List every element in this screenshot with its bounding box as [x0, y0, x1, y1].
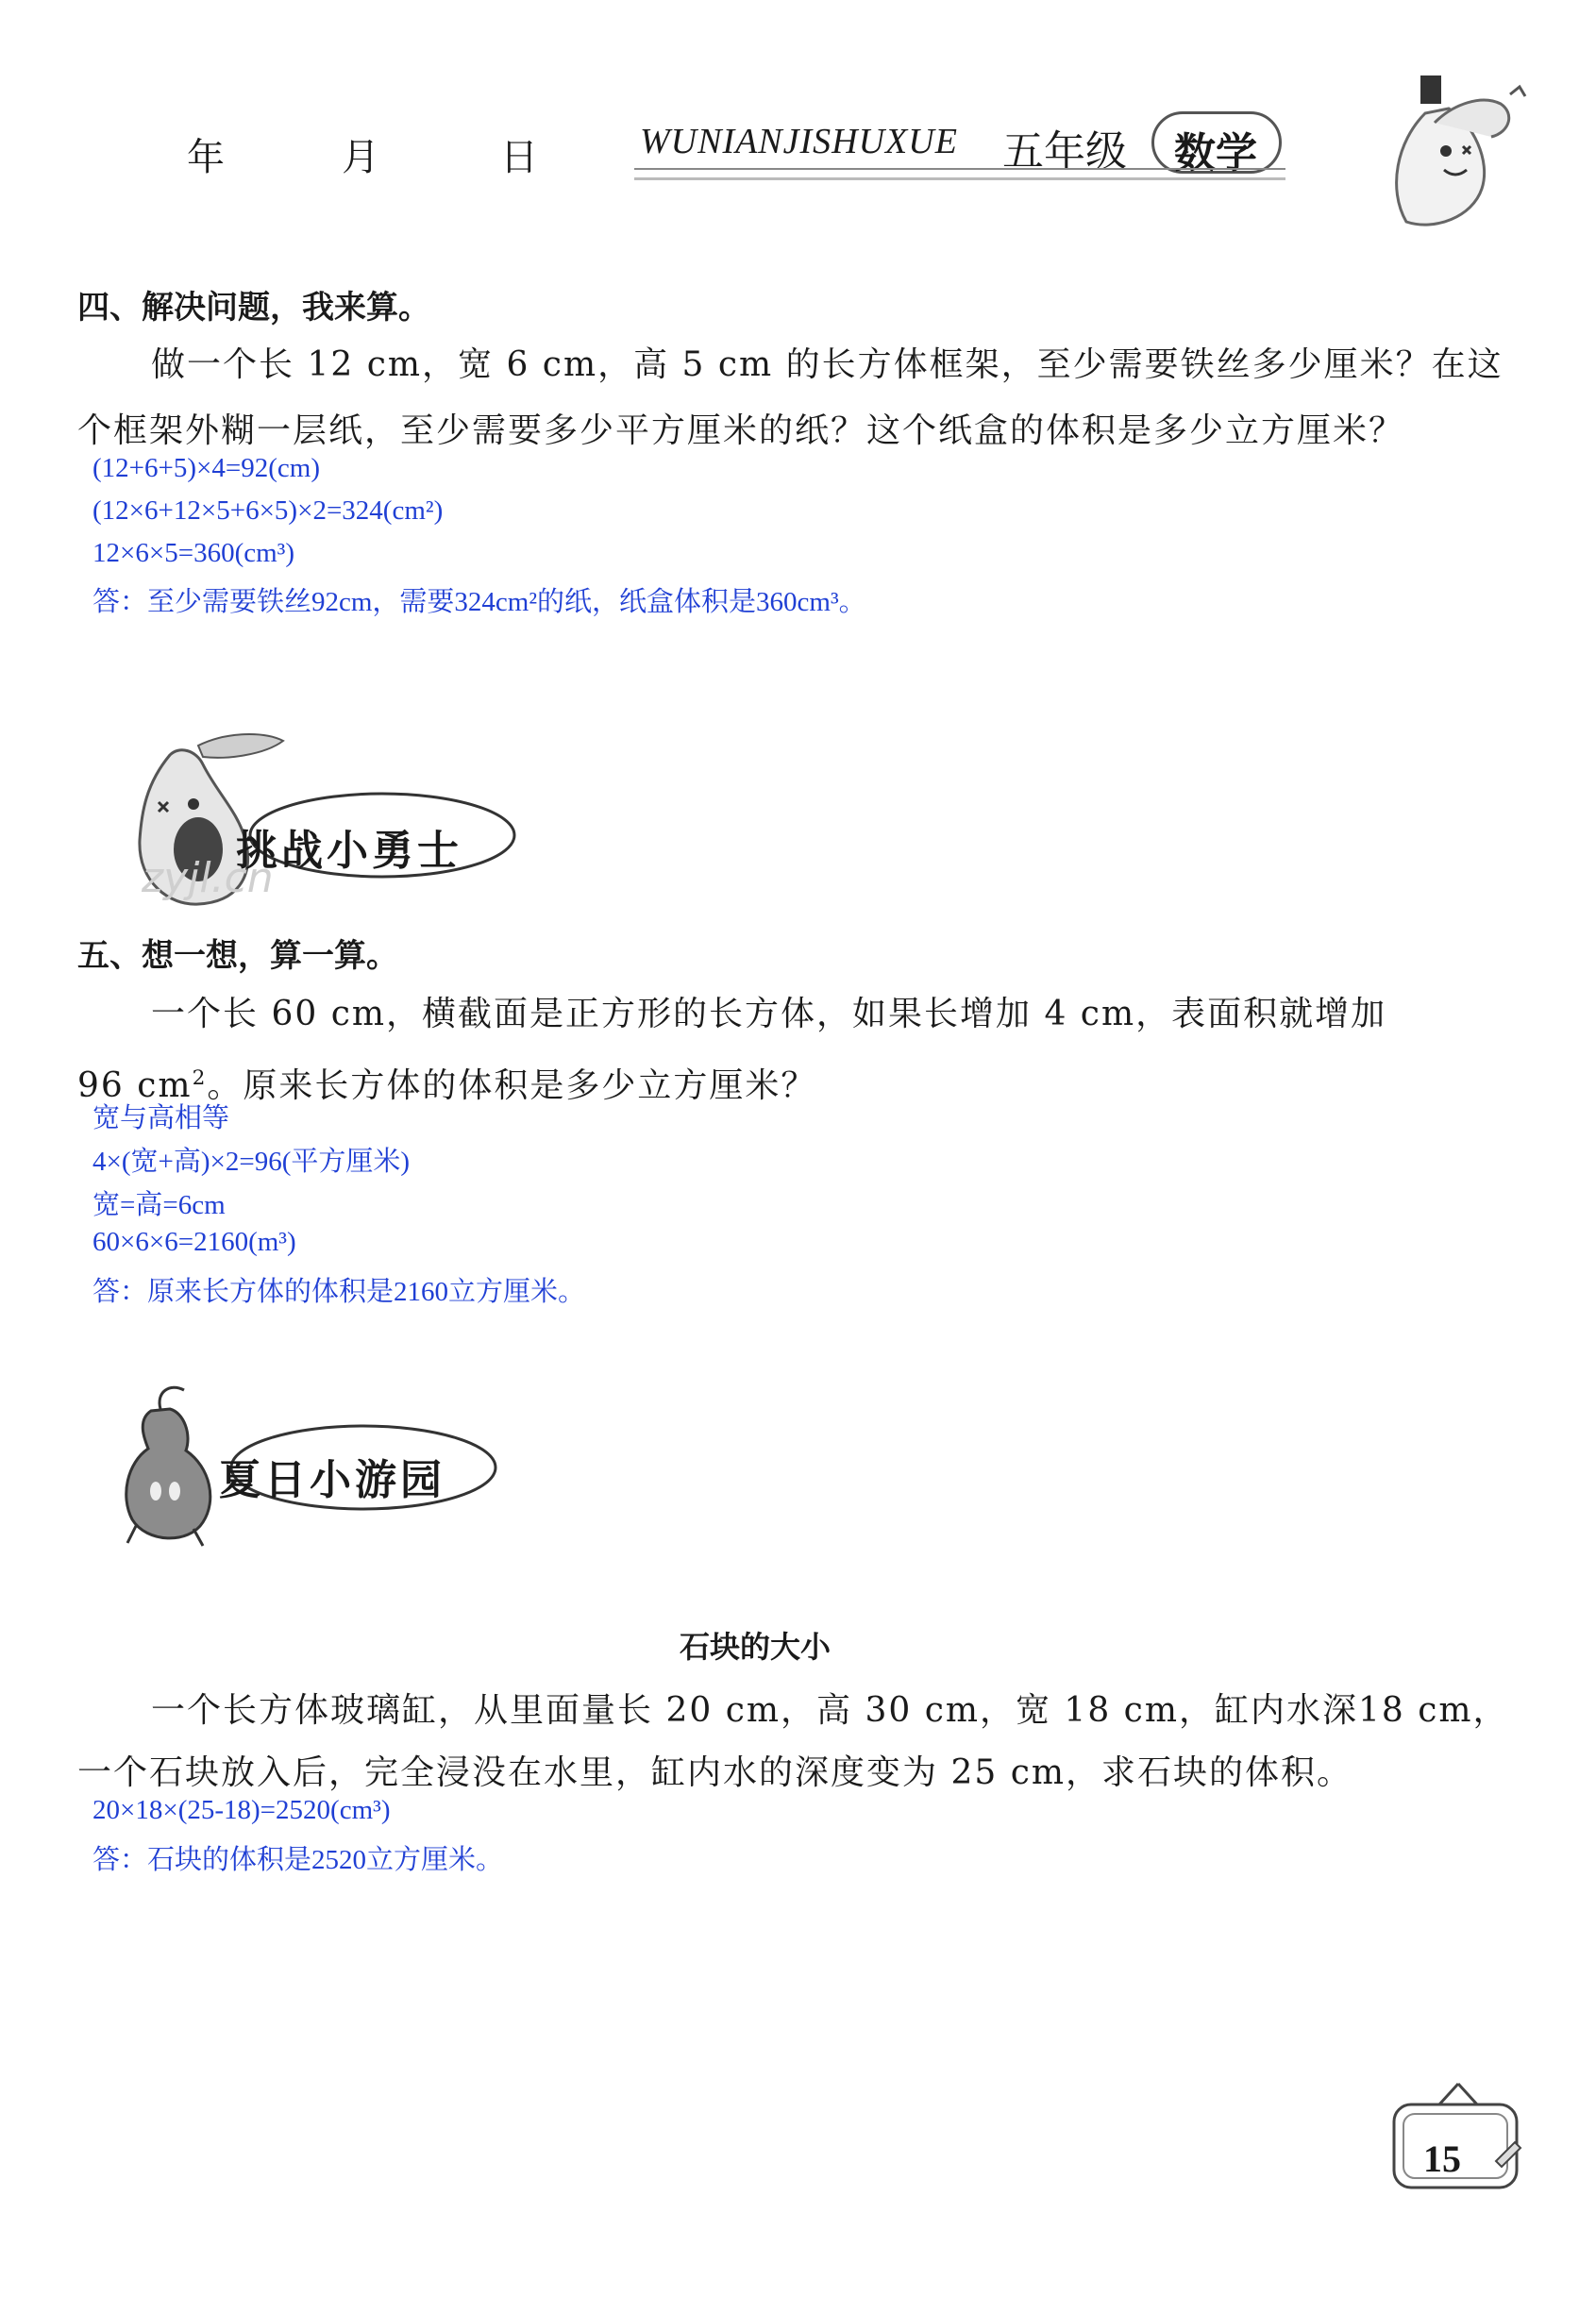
- section5-answer-line: 60×6×6=2160(m³): [92, 1227, 296, 1257]
- series-brand: WUNIANJISHUXUE: [640, 122, 958, 161]
- section4-question-line2: 个框架外糊一层纸，至少需要多少平方厘米的纸？这个纸盒的体积是多少立方厘米？: [77, 411, 1405, 450]
- section5-answer-line: 宽与高相等: [92, 1103, 230, 1133]
- header-rule: [634, 168, 1285, 180]
- section4-answer-line: 答：至少需要铁丝92cm，需要324cm²的纸，纸盒体积是360cm³。: [92, 587, 866, 617]
- section5-answer-line: 答：原来长方体的体积是2160立方厘米。: [92, 1277, 586, 1307]
- section5-title: 五、想一想，算一算。: [77, 937, 398, 975]
- section4-answer-line: (12+6+5)×4=92(cm): [92, 453, 320, 483]
- section4-question-line1: 做一个长 12 cm，宽 6 cm，高 5 cm 的长方体框架，至少需要铁丝多少厘米？在这: [151, 345, 1504, 384]
- section5-answer-line: 4×(宽+高)×2=96(平方厘米): [92, 1147, 411, 1177]
- story-answer-line: 答：石块的体积是2520立方厘米。: [92, 1845, 504, 1875]
- subject-label: 数学: [1174, 129, 1257, 177]
- banana-mascot-illustration: [1359, 57, 1548, 236]
- section5-question-line1: 一个长 60 cm，横截面是正方形的长方体，如果长增加 4 cm，表面积就增加: [151, 995, 1387, 1033]
- story-line1: 一个长方体玻璃缸，从里面量长 20 cm，高 30 cm，宽 18 cm，缸内水深18 cm，: [151, 1691, 1509, 1730]
- section4-answer-line: 12×6×5=360(cm³): [92, 538, 295, 568]
- year-label: 年: [187, 136, 225, 179]
- grade-label: 五年级: [1002, 127, 1127, 176]
- badge-summer-label: 夏日小游园: [219, 1456, 445, 1504]
- story-line2: 一个石块放入后，完全浸没在水里，缸内水的深度变为 25 cm，求石块的体积。: [77, 1753, 1352, 1792]
- month-label: 月: [342, 136, 379, 179]
- page-number: 15: [1423, 2138, 1461, 2180]
- watermark: zyjl.cn: [142, 854, 274, 902]
- section5-question-rest: 。原来长方体的体积是多少立方厘米？: [207, 1066, 817, 1105]
- section4-answer-line: (12×6+12×5+6×5)×2=324(cm²): [92, 495, 444, 526]
- story-answer-line: 20×18×(25-18)=2520(cm³): [92, 1795, 391, 1825]
- story-title: 石块的大小: [680, 1629, 832, 1665]
- area-value: 96 cm: [77, 1066, 193, 1105]
- badge-challenge-label: 挑战小勇士: [236, 827, 462, 875]
- day-label: 日: [500, 136, 538, 179]
- section4-title: 四、解决问题，我来算。: [77, 289, 430, 327]
- section5-answer-line: 宽=高=6cm: [92, 1190, 226, 1220]
- area-superscript: 2: [192, 1066, 208, 1090]
